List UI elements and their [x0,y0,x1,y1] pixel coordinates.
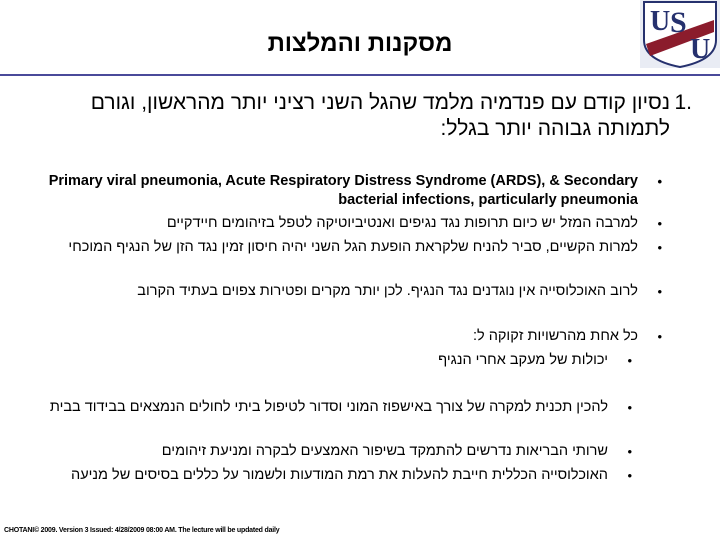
list-item-causes [34,172,662,210]
bullet-icon: • [627,353,632,368]
list-item-text: Primary viral pneumonia, Acute Respiratory Distress Syndrome (ARDS), & Secondary bacterial infections, particularly pneumonia [48,173,638,208]
bullet-icon: • [627,444,632,459]
footer-note: CHOTANI© 2009. Version 3 Issued: 4/28/2009 08:00 AM. The lecture will be updated daily [4,527,280,534]
list-item-text: למרות הקשיים, סביר להניח שלקראת הופעת הגל השני יהיה חיסון זמין נגד הזן של הנגיף המוכחי [68,239,638,255]
bullet-icon: • [627,400,632,415]
list-item-text: למרבה המזל יש כיום תרופות נגד נגיפים ואנטיביוטיקה לטפל בזיהומים חיידקיים [166,215,638,231]
list-item [34,442,632,461]
main-point-text: נסיון קודם עם פנדמיה מלמד שהגל השני רציני יותר מהראשון, וגורם לתמותה גבוהה יותר בגלל: [90,91,670,140]
bullet-icon: • [657,284,662,299]
logo-letter-u1: U [650,6,671,37]
bullet-icon: • [657,329,662,344]
usu-logo [640,0,720,68]
authorities-heading [34,327,662,346]
list-item-text: יכולות של מעקב אחרי הנגיף [438,352,608,368]
list-item [34,466,632,485]
list-item-text: להכין תכנית למקרה של צורך באישפוז המוני וסדור לטיפול ביתי לחולים הנמצאים בבידוד בבית [49,399,608,415]
page-title: מסקנות והמלצות [267,30,453,57]
main-point-number: 1. [674,91,692,114]
list-item [34,214,662,233]
list-item [34,282,662,301]
list-item [34,238,662,257]
bullet-icon: • [657,174,662,189]
main-point [40,90,692,142]
bullet-icon: • [627,468,632,483]
list-item-text: שרותי הבריאות נדרשים להתמקד בשיפור האמצעים לבקרה ומניעת זיהומים [161,443,608,459]
list-item [34,351,632,370]
list-item-text: לרוב האוכלוסייה אין נוגדנים נגד הנגיף. לכן יותר מקרים ופטירות צפוים בעתיד הקרוב [137,283,638,299]
logo-letter-u2: U [690,34,711,65]
header-divider [0,74,720,76]
list-item-text: האוכלוסייה הכללית חייבת להעלות את רמת המודעות ולשמור על כללים בסיסים של מניעה [71,467,608,483]
bullet-icon: • [657,216,662,231]
logo-letter-s: S [670,6,687,39]
list-item [34,398,632,417]
bullet-icon: • [657,240,662,255]
authorities-heading-text: כל אחת מהרשויות זקוקה ל: [472,328,638,344]
